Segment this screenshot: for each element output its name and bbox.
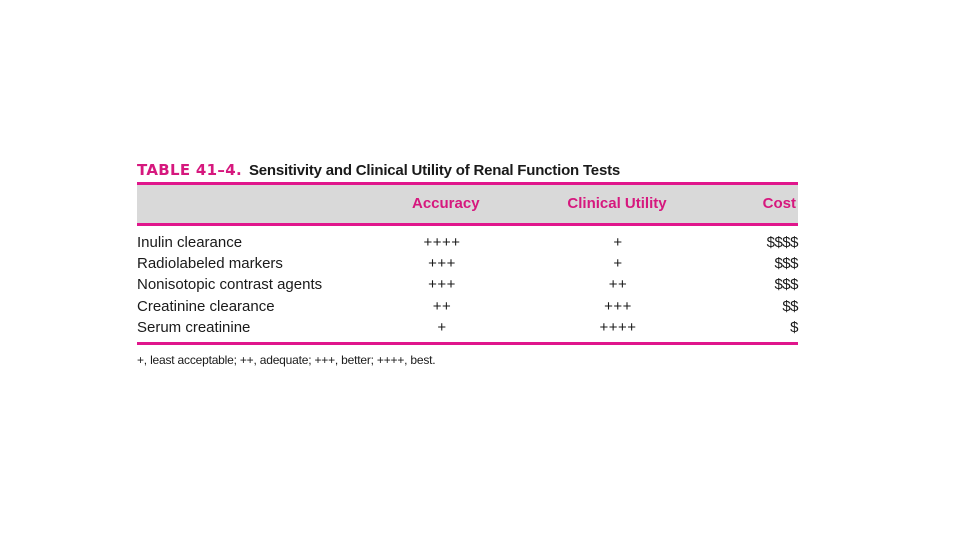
renal-function-table bbox=[137, 158, 798, 367]
column-header-cost: Cost bbox=[762, 195, 796, 212]
table-row bbox=[137, 317, 798, 338]
column-header-accuracy: Accuracy bbox=[412, 195, 480, 212]
table-row bbox=[137, 296, 798, 317]
row-cost: $$$ bbox=[774, 255, 798, 273]
row-cost: $ bbox=[790, 318, 798, 336]
table-title: Sensitivity and Clinical Utility of Renal Function Tests bbox=[248, 161, 621, 179]
row-cost: $$$ bbox=[774, 276, 798, 294]
row-test-name: Inulin clearance bbox=[137, 234, 243, 251]
row-test-name: Serum creatinine bbox=[137, 318, 251, 336]
row-accuracy: +++ bbox=[428, 276, 456, 294]
bottom-rule bbox=[137, 342, 798, 345]
row-clinical-utility: ++++ bbox=[599, 318, 637, 336]
row-accuracy: ++++ bbox=[423, 234, 461, 251]
table-caption bbox=[137, 158, 798, 182]
row-cost: $$ bbox=[782, 297, 798, 315]
column-header-clinical-utility: Clinical Utility bbox=[567, 195, 667, 212]
table-footnote: +, least acceptable; ++, adequate; +++, better; ++++, best. bbox=[137, 352, 436, 367]
table-row bbox=[137, 274, 798, 295]
table-row bbox=[137, 253, 798, 274]
row-clinical-utility: + bbox=[613, 234, 623, 251]
row-test-name: Nonisotopic contrast agents bbox=[137, 276, 323, 294]
row-test-name: Creatinine clearance bbox=[137, 297, 275, 315]
table-label: TABLE 41–4. bbox=[137, 161, 242, 179]
row-test-name: Radiolabeled markers bbox=[137, 255, 283, 273]
row-cost: $$$$ bbox=[766, 234, 798, 251]
table-row bbox=[137, 232, 798, 253]
row-accuracy: + bbox=[437, 318, 447, 336]
row-clinical-utility: +++ bbox=[604, 297, 632, 315]
table-body bbox=[137, 226, 798, 342]
row-accuracy: ++ bbox=[432, 297, 452, 315]
row-clinical-utility: ++ bbox=[608, 276, 628, 294]
row-accuracy: +++ bbox=[428, 255, 456, 273]
row-clinical-utility: + bbox=[613, 255, 623, 273]
table-header bbox=[137, 185, 798, 223]
